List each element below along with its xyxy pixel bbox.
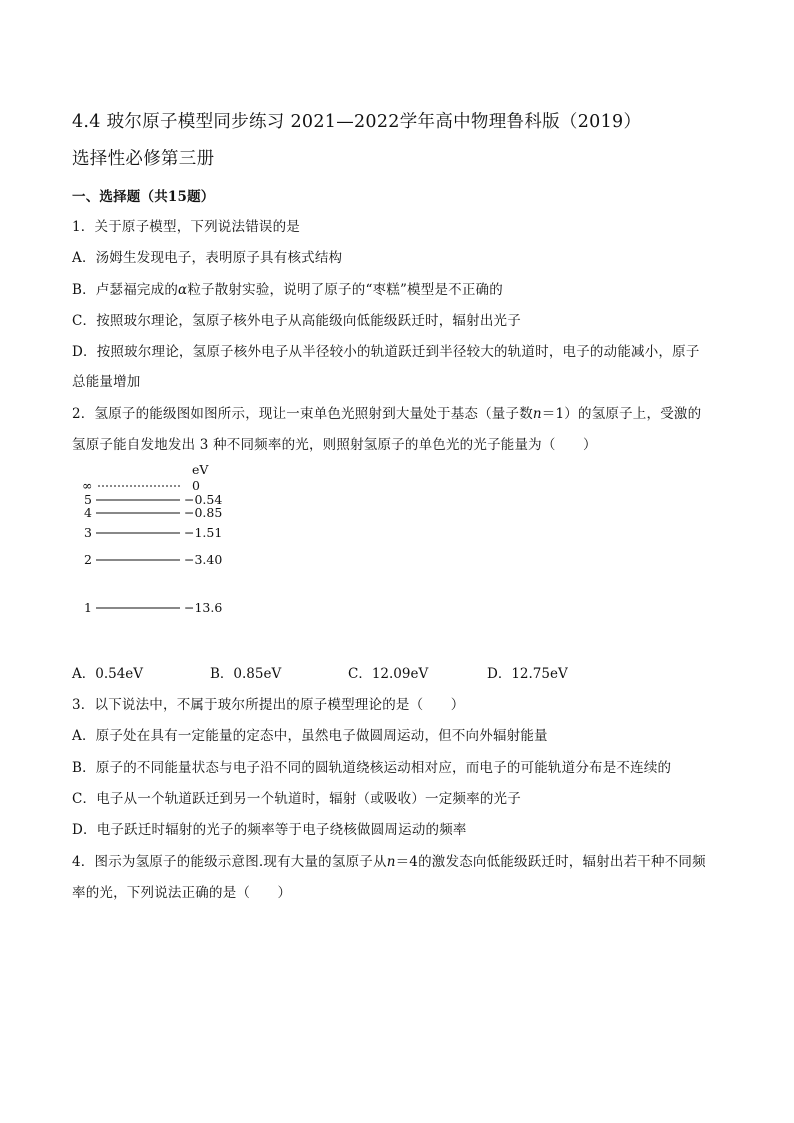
q3-option-c: C．电子从一个轨道跃迁到另一个轨道时，辐射（或吸收）一定频率的光子 [72, 791, 521, 807]
q1-option-d-line2: 总能量增加 [72, 374, 141, 390]
level-n-inf: ∞ [82, 478, 93, 493]
q2-n-symbol: n [532, 406, 542, 422]
q2-stem-line2: 氢原子能自发地发出 3 种不同频率的光，则照射氢原子的单色光的光子能量为（ ） [72, 437, 597, 453]
q1-stem: 1．关于原子模型，下列说法错误的是 [72, 219, 300, 235]
section-heading: 一、选择题（共15题） [72, 189, 215, 205]
level-energy-5: −0.54 [184, 492, 223, 507]
level-n-3: 3 [84, 525, 92, 540]
level-n-4: 4 [84, 505, 92, 520]
q3-option-d: D．电子跃迁时辐射的光子的频率等于电子绕核做圆周运动的频率 [72, 822, 467, 838]
level-energy-2: −3.40 [184, 552, 223, 567]
level-energy-1: −13.6 [184, 600, 223, 615]
q4-stem-line1 [72, 853, 706, 871]
alpha-symbol: α [178, 282, 188, 298]
diagram-unit-label: eV [192, 462, 209, 477]
q4-stem-line2: 率的光，下列说法正确的是（ ） [72, 885, 292, 901]
document-title-line1: 4.4 玻尔原子模型同步练习 2021—2022学年高中物理鲁科版（2019） [72, 112, 642, 132]
q2-option-b: B．0.85eV [210, 666, 282, 682]
q3-option-b: B．原子的不同能量状态与电子沿不同的圆轨道绕核运动相对应，而电子的可能轨道分布是不连续的 [72, 760, 672, 776]
q1-option-c: C．按照玻尔理论，氢原子核外电子从高能级向低能级跃迁时，辐射出光子 [72, 313, 521, 329]
level-energy-inf: 0 [192, 478, 200, 493]
level-n-5: 5 [84, 492, 92, 507]
q2-option-d: D．12.75eV [487, 666, 568, 682]
q1-option-b [72, 281, 503, 299]
q2-option-a: A．0.54eV [72, 666, 144, 682]
q4-n-symbol: n [386, 854, 396, 870]
q2-option-c: C．12.09eV [348, 666, 429, 682]
q2-stem-pre: 2．氢原子的能级图如图所示，现让一束单色光照射到大量处于基态（量子数 [72, 406, 533, 422]
level-n-1: 1 [84, 600, 92, 615]
energy-level-diagram [78, 460, 238, 625]
q4-stem-post: 的激发态向低能级跃迁时，辐射出若干种不同频 [418, 854, 706, 870]
q1-option-b-post: 粒子散射实验，说明了原子的“枣糕”模型是不正确的 [187, 282, 503, 298]
q2-stem-line1 [72, 405, 701, 423]
q3-stem: 3．以下说法中，不属于玻尔所提出的原子模型理论的是（ ） [72, 697, 465, 713]
level-energy-3: −1.51 [184, 525, 223, 540]
document-title-line2: 选择性必修第三册 [72, 149, 215, 169]
q1-option-d-line1: D．按照玻尔理论，氢原子核外电子从半径较小的轨道跃迁到半径较大的轨道时，电子的动能减小，原子 [72, 344, 700, 360]
q3-option-a: A．原子处在具有一定能量的定态中，虽然电子做圆周运动，但不向外辐射能量 [72, 728, 548, 744]
level-energy-4: −0.85 [184, 505, 223, 520]
q2-stem-post: ）的氢原子上，受激的 [564, 406, 702, 422]
q1-option-a: A．汤姆生发现电子，表明原子具有核式结构 [72, 250, 343, 266]
q2-n-value: ＝1 [541, 406, 565, 422]
q1-option-b-pre: B．卢瑟福完成的 [72, 282, 179, 298]
q4-stem-pre: 4．图示为氢原子的能级示意图.现有大量的氢原子从 [72, 854, 387, 870]
level-n-2: 2 [84, 552, 92, 567]
q4-n-value: ＝4 [395, 854, 419, 870]
